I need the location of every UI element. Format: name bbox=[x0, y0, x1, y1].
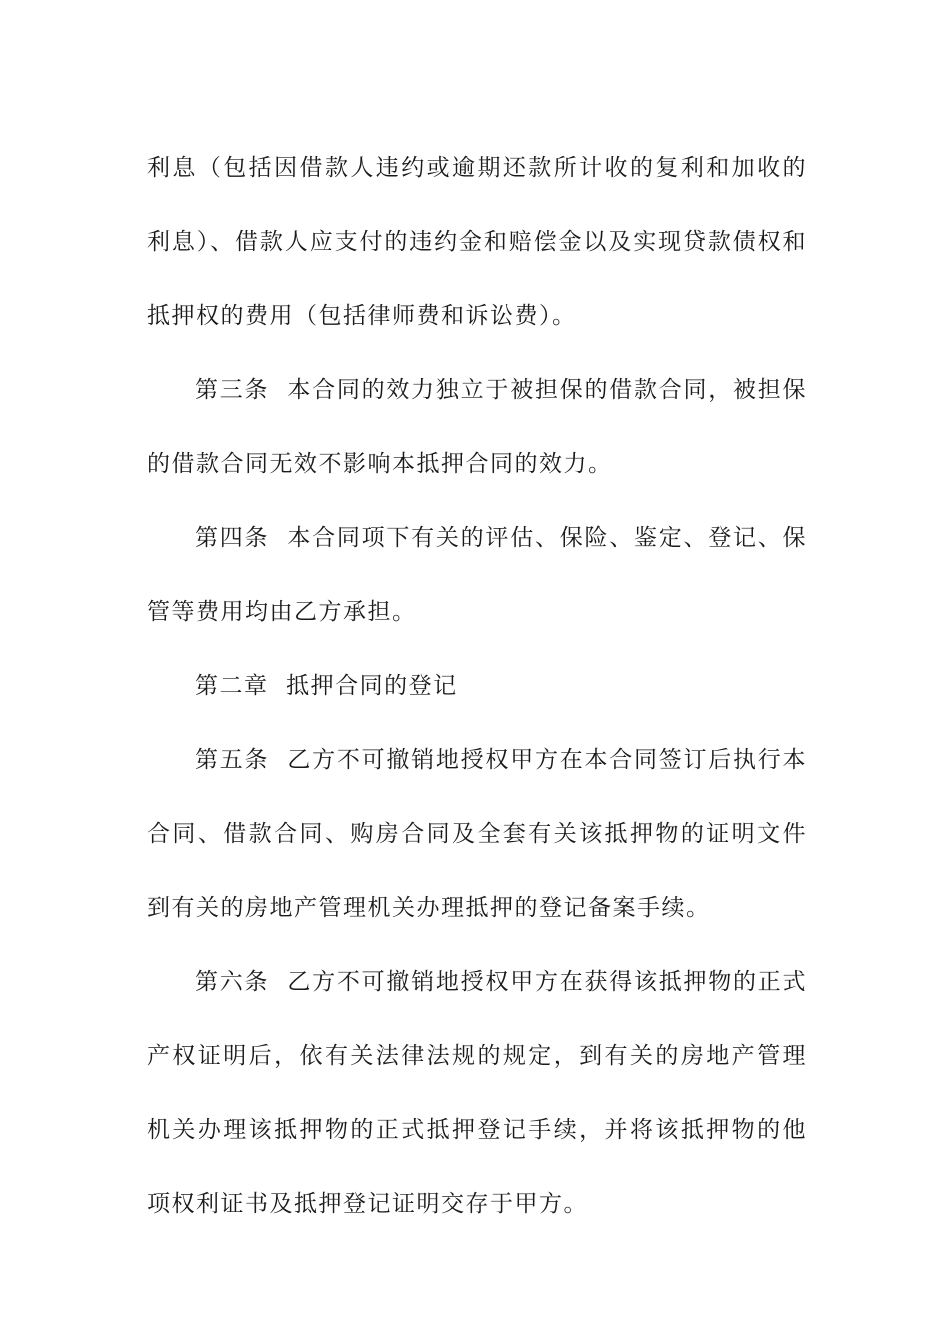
chapter-2-heading: 第二章 抵押合同的登记 bbox=[195, 673, 458, 699]
paragraph-article-5: 第五条 乙方不可撤销地授权甲方在本合同签订后执行本合同、借款合同、购房合同及全套有关该抵押物的证明文件到有关的房地产管理机关办理抵押的登记备案手续。 bbox=[147, 747, 807, 921]
document-body bbox=[147, 131, 807, 1241]
paragraph-article-4: 第四条 本合同项下有关的评估、保险、鉴定、登记、保管等费用均由乙方承担。 bbox=[147, 525, 807, 625]
paragraph-article-6: 第六条 乙方不可撤销地授权甲方在获得该抵押物的正式产权证明后，依有关法律法规的规定，到有关的房地产管理机关办理该抵押物的正式抵押登记手续，并将该抵押物的他项权利证书及抵押登记证明交存于甲方。 bbox=[147, 969, 807, 1217]
paragraph-article-3: 第三条 本合同的效力独立于被担保的借款合同，被担保的借款合同无效不影响本抵押合同的效力。 bbox=[147, 377, 807, 477]
paragraph-interest-clause: 利息（包括因借款人违约或逾期还款所计收的复利和加收的利息）、借款人应支付的违约金和赔偿金以及实现贷款债权和抵押权的费用（包括律师费和诉讼费）。 bbox=[147, 155, 807, 329]
